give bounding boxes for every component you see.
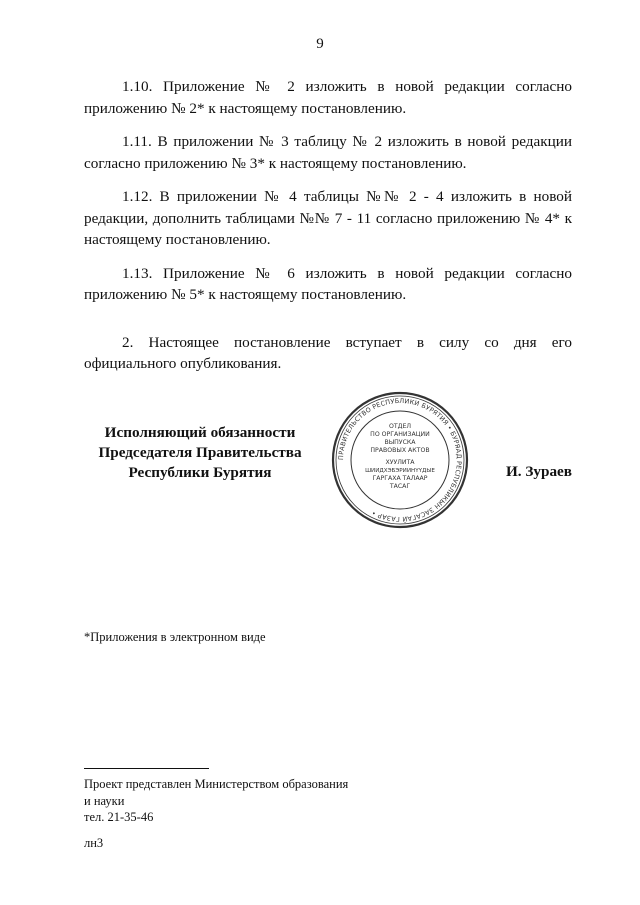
document-body (84, 76, 572, 375)
seal-inner-line: ШИИДХЭБЭРИИНҮҮДЫЕ (365, 468, 435, 474)
seal-inner-line: ХУУЛИТА (385, 459, 415, 466)
paragraph-1-12: 1.12. В приложении № 4 таблицы №№ 2 - 4 изложить в новой редакции, дополнить таблицами №№ 7 - 11 согласно приложению № 4* к настоящему постановлению. (84, 188, 572, 248)
footer-line: Проект представлен Министерством образования (84, 777, 349, 791)
page-number: 9 (316, 36, 324, 52)
signatory-title (84, 423, 316, 483)
signatory-name: И. Зураев (505, 463, 572, 480)
seal-inner-line: ОТДЕЛ (388, 423, 412, 430)
seal-inner-line: ТАСАГ (389, 483, 411, 490)
paragraph-1-11: 1.11. В приложении № 3 таблицу № 2 изложить в новой редакции согласно приложению № 3* к настоящему постановлению. (84, 133, 572, 172)
footer-block (84, 776, 348, 851)
footnote: *Приложения в электронном виде (84, 630, 266, 644)
seal-graphic (330, 390, 470, 530)
footer-line: тел. 21-35-46 (84, 810, 154, 824)
paragraph-1-10: 1.10. Приложение № 2 изложить в новой редакции согласно приложению № 2* к настоящему постановлению. (84, 78, 572, 117)
footer-line: и науки (84, 793, 125, 808)
seal-inner-line: ПО ОРГАНИЗАЦИИ (370, 431, 430, 438)
paragraph-1-13: 1.13. Приложение № 6 изложить в новой редакции согласно приложению № 5* к настоящему постановлению. (84, 264, 572, 303)
signatory-title-line: Председателя Правительства (98, 444, 302, 461)
seal-inner-line: ГАРГАХА ТАЛААР (372, 475, 428, 482)
footer-code: лн3 (84, 835, 104, 850)
seal-inner-line: ВЫПУСКА (384, 439, 416, 446)
paragraph-2: 2. Настоящее постановление вступает в силу со дня его официального опубликования. (84, 333, 572, 372)
official-seal (330, 390, 470, 530)
signatory-title-line: Республики Бурятия (128, 464, 272, 481)
seal-outer-text: ПРАВИТЕЛЬСТВО РЕСПУБЛИКИ БУРЯТИЯ • БУРЯАД РЕСПУБЛИКЫН ЗАСАГАЙ ГАЗАР • (336, 396, 464, 524)
signatory-title-line: Исполняющий обязанности (104, 424, 296, 441)
seal-inner-line: ПРАВОВЫХ АКТОВ (370, 447, 430, 454)
footer-spacer (84, 826, 348, 835)
footer-divider (84, 768, 209, 769)
